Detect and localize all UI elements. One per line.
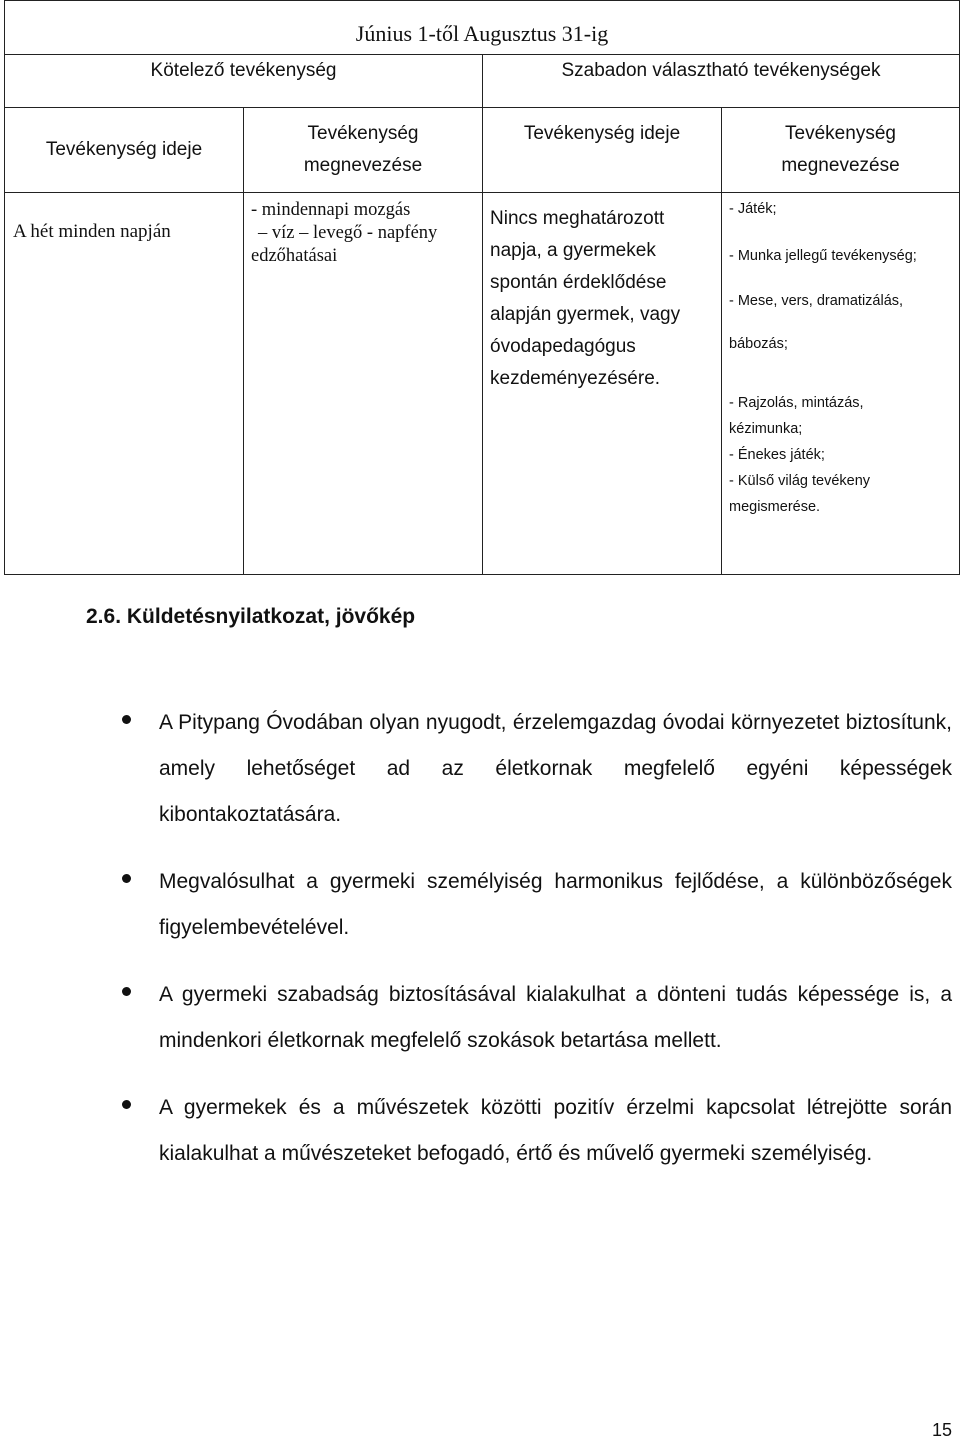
optional-time-line: napja, a gyermekek xyxy=(490,240,656,261)
mandatory-line: – víz – levegő - napfény xyxy=(258,223,438,243)
activity-item: - Játék; xyxy=(729,201,777,217)
cell-optional-time xyxy=(483,193,722,575)
list-item-text: A gyermeki szabadság biztosításával kialakulhat a dönteni tudás képessége is, a mindenkori életkornak megfelelő szokások betartása mellett. xyxy=(159,983,952,1052)
group-optional-label: Szabadon választható tevékenységek xyxy=(561,60,881,81)
group-mandatory-cell xyxy=(5,55,483,108)
activity-item: megismerése. xyxy=(729,499,821,515)
header-name-mandatory xyxy=(244,108,483,193)
mandatory-line: - mindennapi mozgás xyxy=(251,200,411,220)
bullet-dot-icon xyxy=(122,1100,131,1109)
list-item xyxy=(122,859,952,951)
period-cell xyxy=(5,1,960,55)
bullet-dot-icon xyxy=(122,874,131,883)
list-item xyxy=(122,972,952,1064)
optional-time-line: kezdeményezésére. xyxy=(490,368,661,389)
group-mandatory-label: Kötelező tevékenység xyxy=(150,60,337,81)
list-item-text: Megvalósulhat a gyermeki személyiség harmonikus fejlődése, a különbözőségek figyelembevételével. xyxy=(159,870,952,939)
header-time-optional-label: Tevékenység ideje xyxy=(523,123,681,144)
header-name-mandatory-line1: Tevékenység xyxy=(307,123,419,144)
section-title: 2.6. Küldetésnyilatkozat, jövőkép xyxy=(86,605,416,628)
cell-time-mandatory-text: A hét minden napján xyxy=(13,221,171,242)
list-item-text: A Pitypang Óvodában olyan nyugodt, érzelemgazdag óvodai környezetet biztosítunk, amely lehetőséget ad az életkornak megfelelő egyéni képességek kibontakoztatására. xyxy=(159,711,952,826)
activity-item: - Munka jellegű tevékenység; xyxy=(729,248,917,264)
activity-item: - Rajzolás, mintázás, xyxy=(729,395,864,411)
header-name-mandatory-text xyxy=(244,108,482,182)
header-name-optional xyxy=(722,108,960,193)
optional-time-line: Nincs meghatározott xyxy=(490,208,665,229)
header-time-optional xyxy=(483,108,722,193)
list-item xyxy=(122,700,952,838)
list-item-text: A gyermekek és a művészetek közötti pozitív érzelmi kapcsolat létrejötte során kialakulhat a művészeteket befogadó, értő és művelő gyermeki személyiség. xyxy=(159,1096,952,1165)
list-item xyxy=(122,1085,952,1177)
optional-time-line: spontán érdeklődése xyxy=(490,272,667,293)
activity-item: - Mese, vers, dramatizálás, xyxy=(729,293,904,309)
activity-table xyxy=(4,0,960,575)
cell-optional-activities xyxy=(722,193,960,575)
header-time-optional-text xyxy=(483,108,721,150)
mandatory-line: edzőhatásai xyxy=(251,246,338,266)
optional-time-line: óvodapedagógus xyxy=(490,336,636,357)
optional-time-line: alapján gyermek, vagy xyxy=(490,304,681,325)
group-optional-cell xyxy=(483,55,960,108)
bullet-dot-icon xyxy=(122,987,131,996)
header-time-mandatory-label: Tevékenység ideje xyxy=(45,139,203,160)
bullet-dot-icon xyxy=(122,715,131,724)
activity-item: - Énekes játék; xyxy=(729,447,825,463)
page-number: 15 xyxy=(931,1420,952,1440)
header-time-mandatory xyxy=(5,108,244,193)
header-name-mandatory-line2: megnevezése xyxy=(303,155,423,176)
activity-item: bábozás; xyxy=(729,336,788,352)
cell-time-mandatory xyxy=(5,193,244,575)
activity-item: kézimunka; xyxy=(729,421,803,437)
cell-mandatory-activity xyxy=(244,193,483,575)
period-title: Június 1-től Augusztus 31-ig xyxy=(355,21,609,46)
header-name-optional-line2: megnevezése xyxy=(781,155,900,176)
activity-item: - Külső világ tevékeny xyxy=(729,473,871,489)
header-name-optional-line1: Tevékenység xyxy=(785,123,896,144)
header-name-optional-text xyxy=(722,108,959,182)
